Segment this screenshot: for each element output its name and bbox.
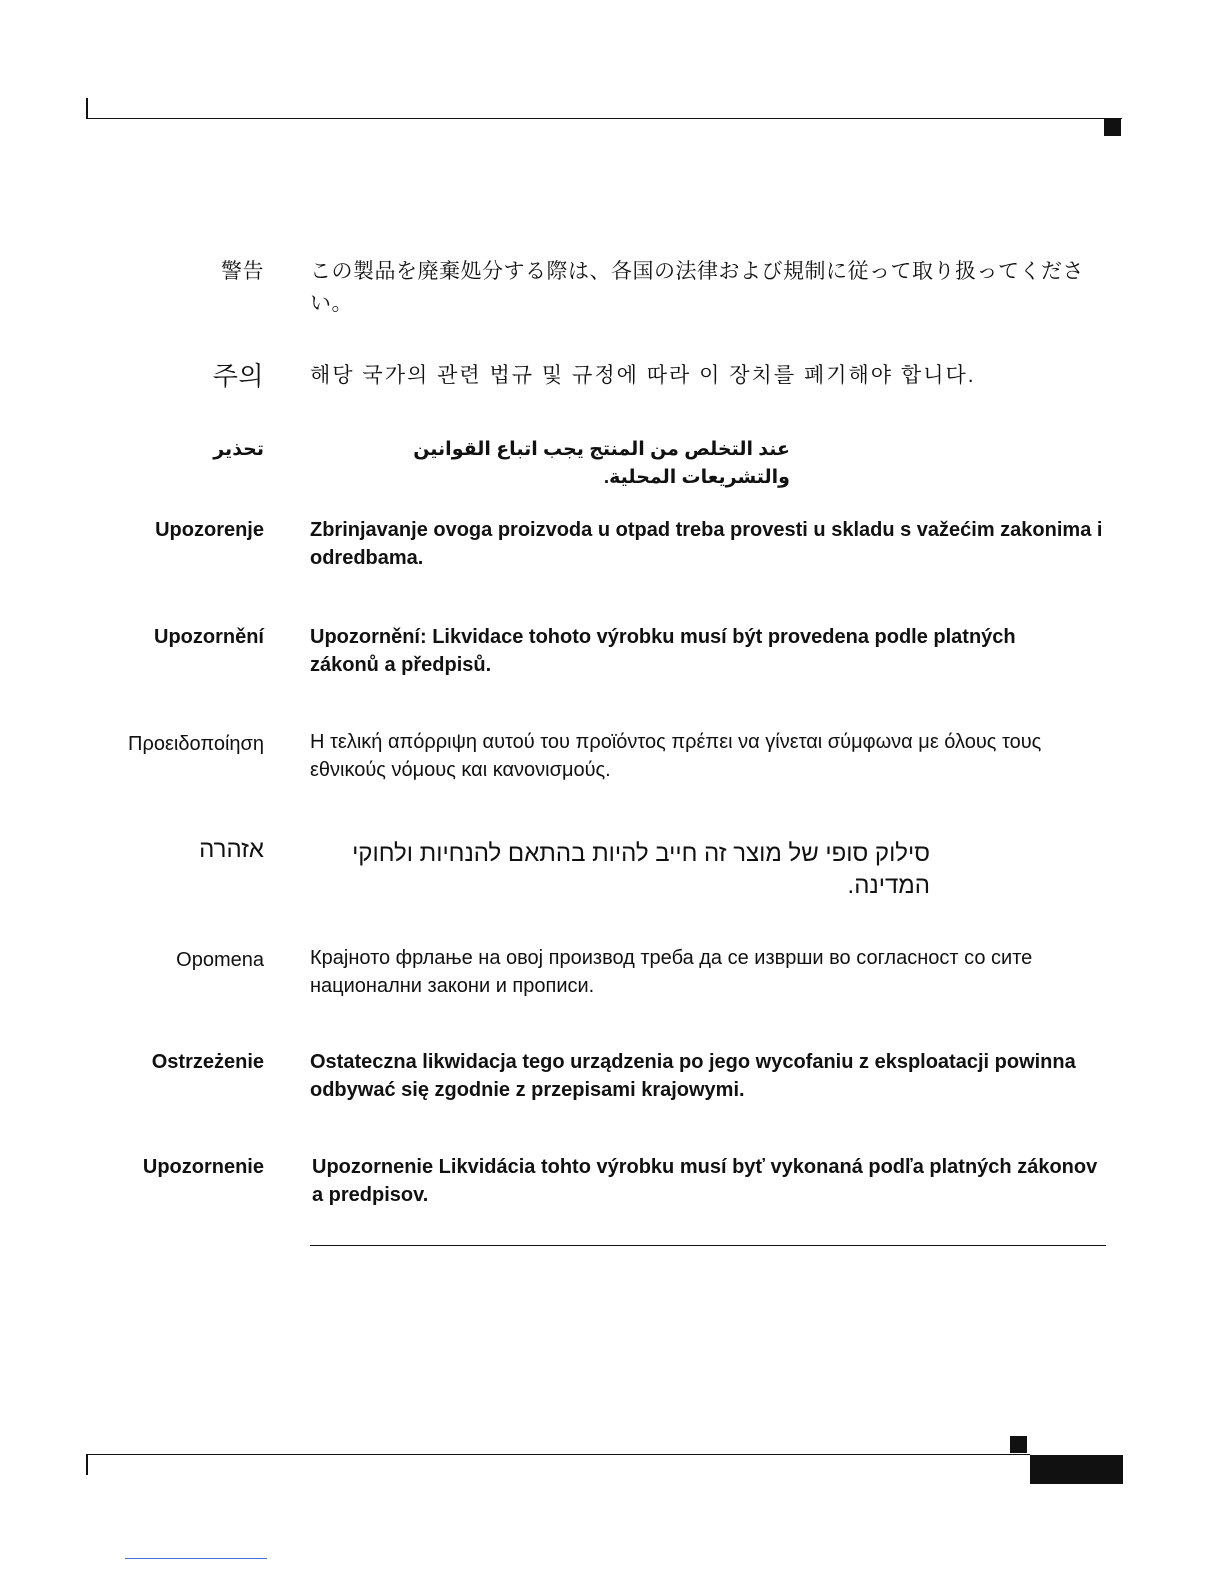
- warning-label-korean: 주의: [212, 361, 264, 391]
- warning-label-czech: Upozornění: [154, 626, 264, 648]
- warning-text-macedonian: Крајното фрлање на овој производ треба да се изврши во согласност со сите национални закони и прописи.: [310, 947, 1033, 997]
- footer-page-tab: [1030, 1455, 1123, 1484]
- header-left-tick: [86, 98, 88, 119]
- warning-text-arabic: عند التخلص من المنتج يجب اتباع القوانين والتشريعات المحلية.: [413, 439, 790, 488]
- warning-text-croatian: Zbrinjavanje ovoga proizvoda u otpad treba provesti u skladu s važećim zakonima i odredbama.: [310, 519, 1103, 569]
- footer-marker-square: [1010, 1436, 1027, 1453]
- footer-link-underline[interactable]: [125, 1558, 267, 1559]
- warning-text-japanese: この製品を廃棄処分する際は、各国の法律および規制に従って取り扱ってください。: [310, 260, 1084, 315]
- header-rule: [86, 118, 1122, 119]
- warning-label-arabic: تحذير: [213, 439, 264, 460]
- warning-text-hebrew: סילוק סופי של מוצר זה חייב להיות בהתאם להנחיות ולחוקי המדינה.: [352, 840, 930, 899]
- warning-label-polish: Ostrzeżenie: [151, 1051, 264, 1073]
- warning-text-polish: Ostateczna likwidacja tego urządzenia po jego wycofaniu z eksploatacji powinna odbywać się zgodnie z przepisami krajowymi.: [310, 1051, 1076, 1101]
- warning-text-greek: Η τελική απόρριψη αυτού του προϊόντος πρέπει να γίνεται σύμφωνα με όλους τους εθνικούς νόμους και κανονισμούς.: [310, 731, 1042, 781]
- warning-text-slovak: Upozornenie Likvidácia tohto výrobku musí byť vykonaná podľa platných zákonov a predpisov.: [312, 1156, 1098, 1206]
- header-marker-square: [1104, 119, 1121, 136]
- section-end-rule: [310, 1245, 1106, 1246]
- footer-rule: [86, 1454, 1030, 1455]
- warning-label-japanese: 警告: [221, 260, 264, 283]
- warning-label-slovak: Upozornenie: [142, 1156, 264, 1178]
- warning-text-czech: Upozornění: Likvidace tohoto výrobku musí být provedena podle platných zákonů a předpisů.: [310, 626, 1016, 676]
- warning-text-korean: 해당 국가의 관련 법규 및 규정에 따라 이 장치를 폐기해야 합니다.: [310, 364, 976, 387]
- warning-label-hebrew: אזהרה: [199, 836, 264, 863]
- warning-label-macedonian: Opomena: [176, 949, 264, 971]
- warning-label-greek: Προειδοποίηση: [128, 733, 264, 755]
- footer-left-tick: [86, 1454, 88, 1475]
- warning-label-croatian: Upozorenje: [155, 519, 264, 541]
